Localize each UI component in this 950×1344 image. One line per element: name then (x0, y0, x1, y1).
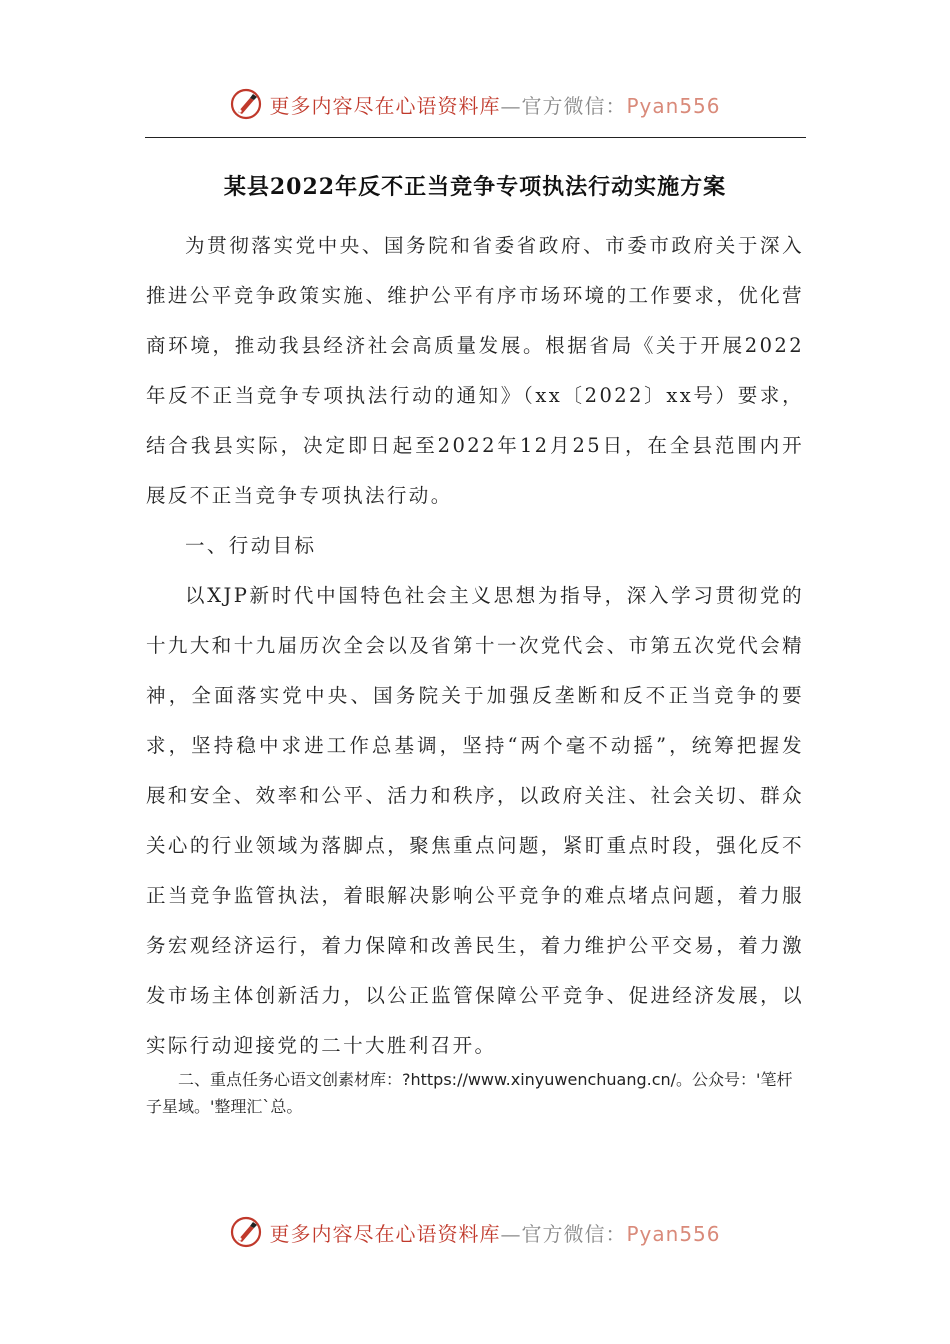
pen-nib-icon (229, 87, 263, 121)
watermark-banner-top (0, 84, 950, 124)
paragraph-goals: 以XJP新时代中国特色社会主义思想为指导，深入学习贯彻党的十九大和十九届历次全会以及省第十一次党代会、市第五次党代会精神，全面落实党中央、国务院关于加强反垄断和反不正当竞争的要求，坚持稳中求进工作总基调，坚持“两个毫不动摇”，统筹把握发展和安全、效率和公平、活力和秩序，以政府关注、社会关切、群众关心的行业领域为落脚点，聚焦重点问题，紧盯重点时段，强化反不正当竞争监管执法，着眼解决影响公平竞争的难点堵点问题，着力服务宏观经济运行，着力保障和改善民生，着力维护公平交易，着力激发市场主体创新活力，以公正监管保障公平竞争、促进经济发展，以实际行动迎接党的二十大胜利召开。 (146, 584, 804, 1057)
document-body (146, 221, 804, 1071)
document-title: 某县2022年反不正当竞争专项执法行动实施方案 (223, 174, 727, 200)
pen-nib-icon (229, 1215, 263, 1249)
source-note: 二、重点任务心语文创素材库：?https://www.xinyuwenchuang.cn/。公众号：'笔杆子星域。'整理汇`总。 (146, 1070, 793, 1116)
paragraph-intro: 为贯彻落实党中央、国务院和省委省政府、市委市政府关于深入推进公平竞争政策实施、维护公平有序市场环境的工作要求，优化营商环境，推动我县经济社会高质量发展。根据省局《关于开展2022年反不正当竞争专项执法行动的通知》（xx〔2022〕xx号）要求，结合我县实际，决定即日起至2022年12月25日，在全县范围内开展反不正当竞争专项执法行动。 (146, 234, 804, 507)
watermark-text: 更多内容尽在心语资料库—官方微信：Pyan556 (269, 1221, 721, 1246)
watermark-banner-bottom (0, 1212, 950, 1252)
watermark-text: 更多内容尽在心语资料库—官方微信：Pyan556 (269, 93, 721, 118)
header-divider (145, 137, 806, 138)
section-heading-goals: 一、行动目标 (185, 534, 317, 557)
